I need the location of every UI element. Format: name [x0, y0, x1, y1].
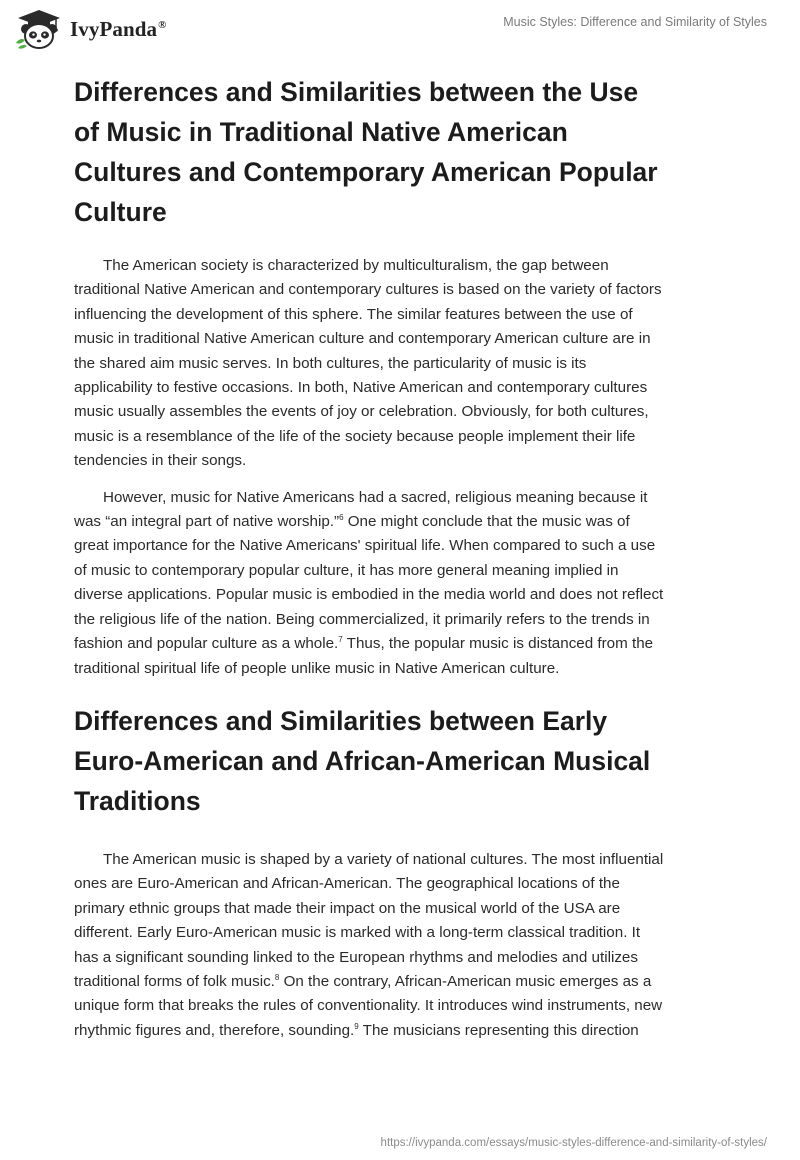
footnote-ref[interactable]: 7 [338, 635, 343, 645]
paragraph [74, 848, 724, 1043]
paragraph-line: was “an integral part of native worship.”$^6$ One might conclude that the music was of [74, 513, 630, 531]
paragraph-line: primary ethnic groups that made their impact on the musical world of the USA are [74, 899, 621, 917]
paragraph-line: music usually assembles the events of joy or celebration. Obviously, for both cultures, [74, 403, 649, 421]
document-title: Music Styles: Difference and Similarity of Styles [503, 15, 767, 29]
paragraph-line: the shared aim music serves. In both cultures, the particularity of music is its [74, 354, 587, 372]
footnote-ref[interactable]: 6 [339, 513, 344, 523]
paragraph-line: rhythmic figures and, therefore, sounding.$^9$ The musicians representing this direction [74, 1021, 639, 1039]
essay-body [74, 72, 724, 1055]
heading-line: of Music in Traditional Native American [74, 117, 568, 147]
paragraph-line: of music to contemporary popular culture, it has more general meaning implied in [74, 561, 619, 579]
source-url[interactable]: https://ivypanda.com/essays/music-styles-difference-and-similarity-of-styles/ [380, 1137, 767, 1149]
paragraph-line: different. Early Euro-American music is marked with a long-term classical tradition. It [74, 924, 641, 942]
paragraph-line: influencing the development of this sphere. The similar features between the use of [74, 305, 633, 323]
paragraph-line: traditional forms of folk music.$^8$ On the contrary, African-American music emerges as a [74, 972, 652, 990]
heading-line: Differences and Similarities between the Use [74, 77, 639, 107]
paragraph-line: traditional spiritual life of people unlike music in Native American culture. [74, 659, 560, 677]
heading-line: Cultures and Contemporary American Popular [74, 157, 658, 187]
section-heading [74, 701, 724, 821]
paragraph-line: the religious life of the nation. Being commercialized, it primarily refers to the trends in [74, 610, 650, 628]
brand-logo[interactable] [14, 9, 167, 49]
heading-line: Differences and Similarities between Early [74, 705, 608, 736]
paragraph-line: music is a resemblance of the life of the society because people implement their life [74, 427, 636, 445]
paragraph-line: However, music for Native Americans had a sacred, religious meaning because it [103, 488, 648, 506]
heading-line: Euro-American and African-American Musical [74, 745, 651, 776]
paragraph-line: music in traditional Native American culture and contemporary American culture are in [74, 330, 651, 348]
paragraph-line: The American society is characterized by multiculturalism, the gap between [103, 257, 609, 274]
paragraph [74, 486, 724, 681]
paragraph-line: great importance for the Native Americans' spiritual life. When compared to such a use [74, 537, 656, 555]
panda-graduate-logo-icon [14, 9, 64, 49]
brand-name: IvyPanda® [70, 16, 167, 41]
footnote-ref[interactable]: 8 [274, 972, 280, 982]
paragraph-line: tendencies in their songs. [74, 452, 247, 470]
paragraph-line: unique form that breaks the rules of conventionality. It introduces wind instruments, new [74, 997, 663, 1015]
page-header [0, 0, 800, 60]
paragraph-line: The American music is shaped by a variety of national cultures. The most influential [103, 850, 664, 868]
paragraph [74, 254, 724, 474]
heading-line: Culture [74, 197, 167, 227]
heading-line: Traditions [74, 785, 201, 816]
section-heading [74, 72, 724, 232]
paragraph-line: fashion and popular culture as a whole.$^7$ Thus, the popular music is distanced from the [74, 635, 654, 653]
paragraph-line: traditional Native American and contemporary cultures is based on the variety of factors [74, 281, 662, 299]
paragraph-line: applicability to festive occasions. In both, Native American and contemporary cultures [74, 379, 648, 397]
paragraph-line: has a significant sounding linked to the European rhythms and melodies and utilizes [74, 948, 638, 966]
paragraph-line: diverse applications. Popular music is embodied in the media world and does not reflect [74, 586, 664, 604]
paragraph-line: ones are Euro-American and African-American. The geographical locations of the [74, 875, 620, 893]
footnote-ref[interactable]: 9 [354, 1021, 359, 1031]
